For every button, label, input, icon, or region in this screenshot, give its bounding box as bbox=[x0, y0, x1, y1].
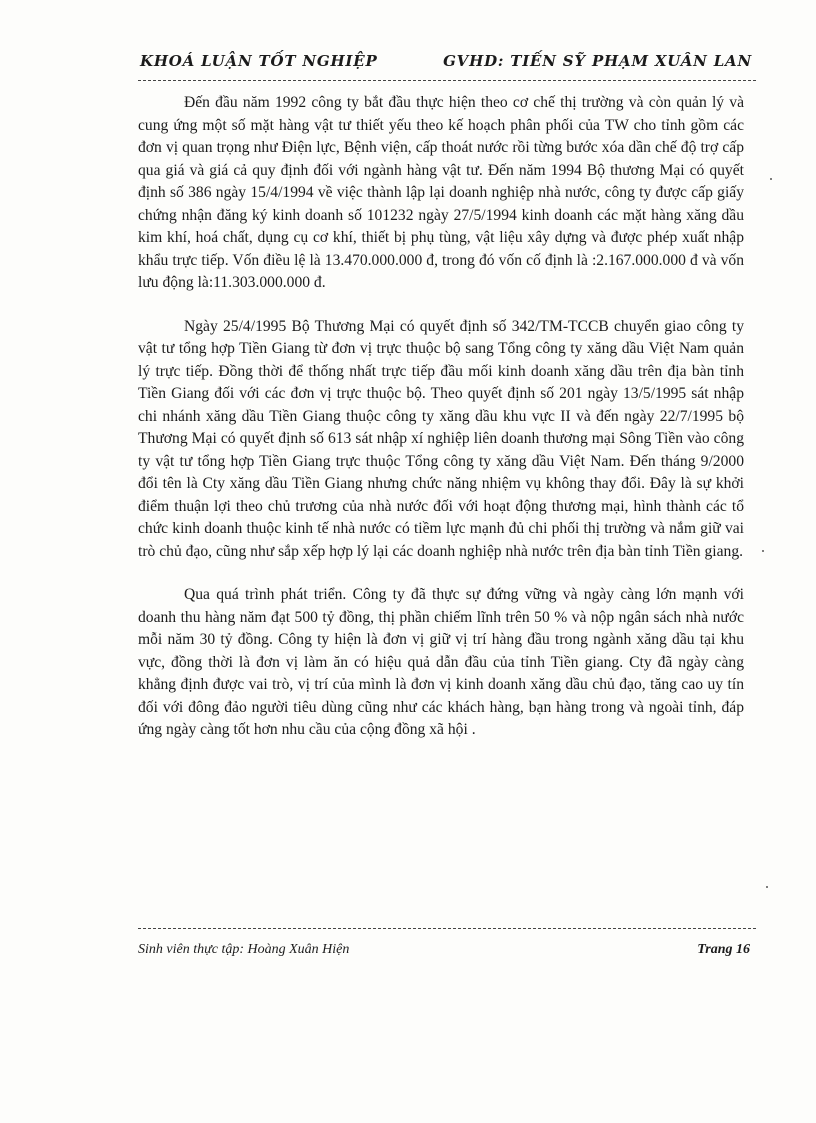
footer-student: Sinh viên thực tập: Hoàng Xuân Hiện bbox=[138, 942, 350, 957]
paragraph-transfer-1995: Ngày 25/4/1995 Bộ Thương Mại có quyết định số 342/TM-TCCB chuyển giao công ty vật tư tổng hợp Tiền Giang từ đơn vị trực thuộc bộ sang Tổng công ty xăng dầu Việt Nam quản lý trực tiếp. Đồng thời để thống nhất trực tiếp đầu mối kinh doanh xăng dầu trên địa bàn tỉnh Tiền Giang đối với các đơn vị trực thuộc bộ. Theo quyết định số 201 ngày 13/5/1995 sát nhập chi nhánh xăng dầu Tiền Giang thuộc công ty xăng dầu khu vực II và đến ngày 22/7/1995 bộ Thương Mại có quyết định số 613 sát nhập xí nghiệp liên doanh thương mại Sông Tiền vào công ty vật tư tổng hợp Tiền Giang trực thuộc Tổng công ty xăng dầu Việt Nam. Đến tháng 9/2000 đổi tên là Cty xăng dầu Tiền Giang nhưng chức năng nhiệm vụ không thay đổi. Đây là sự khởi điểm thuận lợi theo chủ trương của nhà nước đối với hoạt động thương mại, hình thành các tổ chức kinh doanh thuộc kinh tế nhà nước có tiềm lực mạnh đủ chi phối thị trường và nắm giữ vai trò chủ đạo, cũng như sắp xếp hợp lý lại các doanh nghiệp nhà nước trên địa bàn tỉnh Tiền giang. bbox=[138, 317, 744, 560]
footer-divider bbox=[138, 928, 756, 929]
page-number: Trang 16 bbox=[697, 942, 750, 957]
paragraph-development: Qua quá trình phát triển. Công ty đã thực sự đứng vững và ngày càng lớn mạnh với doanh thu hàng năm đạt 500 tỷ đồng, thị phần chiếm lĩnh trên 50 % và nộp ngân sách nhà nước mỗi năm 30 tỷ đồng. Công ty hiện là đơn vị giữ vị trí hàng đầu trong ngành xăng dầu tại khu vực, đồng thời là đơn vị làm ăn có hiệu quả dẫn đầu của tỉnh Tiền giang. Cty đã ngày càng khẳng định được vai trò, vị trí của mình là đơn vị kinh doanh xăng dầu chủ đạo, tăng cao uy tín đối với đông đảo người tiêu dùng cũng như các khách hàng, bạn hàng trong và ngoài tỉnh, đáp ứng ngày càng tốt hơn nhu cầu của cộng đồng xã hội . bbox=[138, 586, 744, 738]
page-header bbox=[140, 52, 752, 74]
header-thesis-title: KHOÁ LUẬN TỐT NGHIỆP bbox=[140, 52, 378, 70]
document-body bbox=[138, 92, 744, 742]
paragraph-history-1992: Đến đầu năm 1992 công ty bắt đầu thực hiện theo cơ chế thị trường và còn quản lý và cung ứng một số mặt hàng vật tư thiết yếu theo kế hoạch phân phối của TW cho tỉnh gồm các đơn vị quan trọng như Điện lực, Bệnh viện, cấp thoát nước rồi từng bước xóa dần chế độ trợ cấp qua giá và giá cả quy định đối với ngành hàng vật tư. Đến năm 1994 Bộ thương Mại có quyết định số 386 ngày 15/4/1994 về việc thành lập lại doanh nghiệp nhà nước, công ty được cấp giấy chứng nhận đăng ký kinh doanh số 101232 ngày 27/5/1994 kinh doanh các mặt hàng xăng dầu kim khí, hoá chất, dụng cụ cơ khí, thiết bị phụ tùng, vật liệu xây dựng và được phép xuất nhập khẩu trực tiếp. Vốn điều lệ là 13.470.000.000 đ, trong đó vốn cố định là :2.167.000.000 đ và vốn lưu động là:11.303.000.000 đ. bbox=[138, 94, 744, 291]
header-divider bbox=[138, 80, 756, 81]
scan-speck bbox=[762, 550, 764, 552]
page-footer bbox=[138, 942, 750, 964]
header-supervisor: GVHD: TIẾN SỸ PHẠM XUÂN LAN bbox=[443, 52, 752, 70]
scan-speck bbox=[766, 886, 768, 888]
scan-speck bbox=[770, 178, 772, 180]
